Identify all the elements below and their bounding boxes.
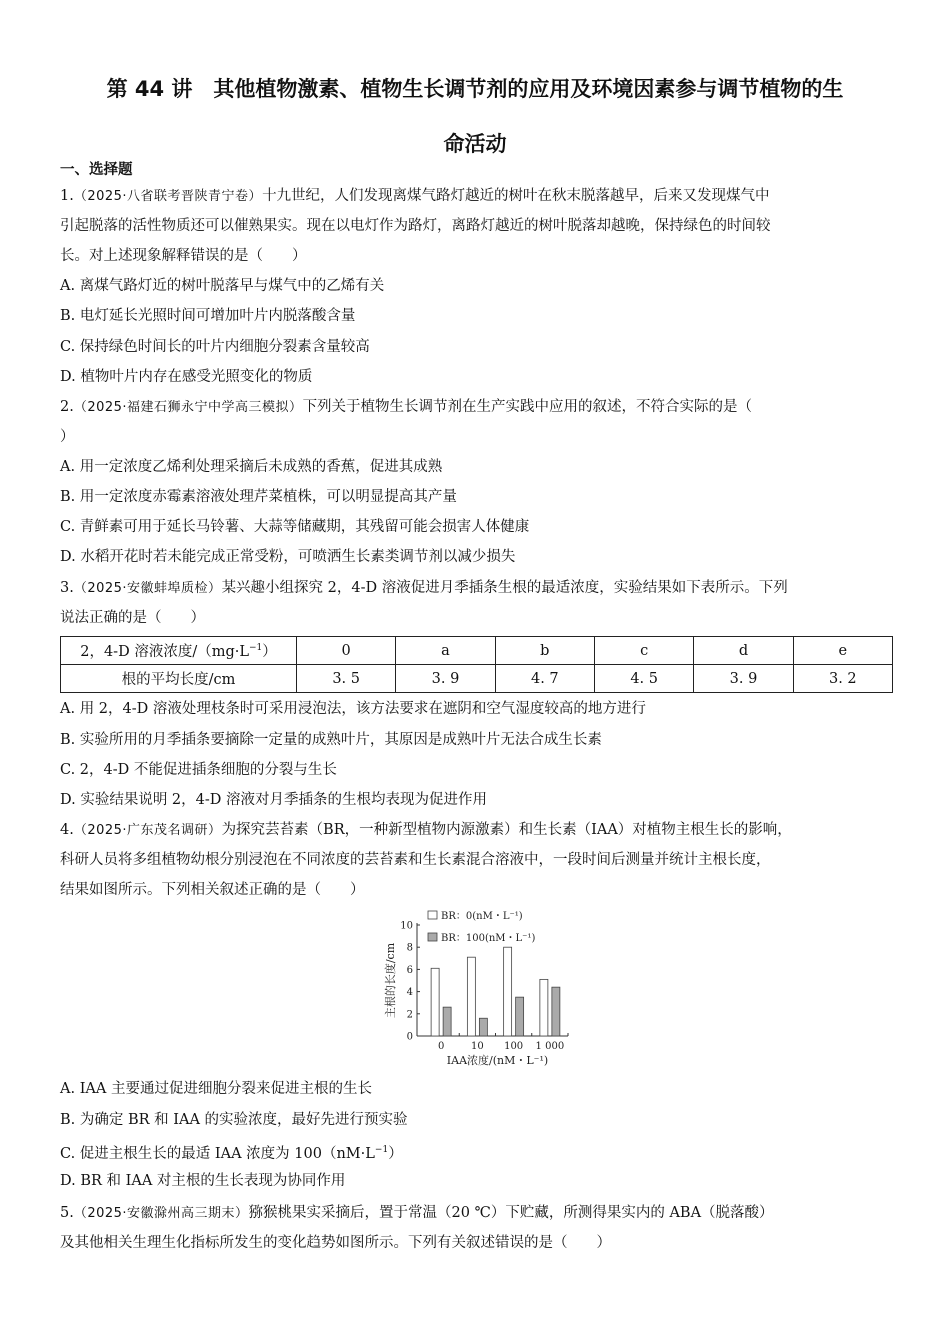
- bar-br100: [516, 997, 524, 1036]
- q2-option-a[interactable]: A. 用一定浓度乙烯利处理采摘后未成熟的香蕉，促进其成熟: [60, 459, 443, 475]
- q3-stem-text-1: 某兴趣小组探究 2，4-D 溶液促进月季插条生根的最适浓度，实验结果如下表所示。下列: [221, 580, 788, 596]
- page-title: [58, 62, 892, 172]
- bar-br0: [504, 947, 512, 1036]
- q1-option-d[interactable]: D. 植物叶片内存在感受光照变化的物质: [60, 369, 313, 385]
- table-cell: c: [594, 637, 693, 665]
- q2-option-c[interactable]: C. 青鲜素可用于延长马铃薯、大蒜等储藏期，其残留可能会损害人体健康: [60, 519, 530, 535]
- y-axis-label: 主根的长度/cm: [384, 942, 397, 1019]
- header-label-text: 2，4-D 溶液浓度/（mg·L: [80, 644, 249, 660]
- q1-option-b[interactable]: B. 电灯延长光照时间可增加叶片内脱落酸含量: [60, 308, 356, 324]
- x-tick-label: 100: [504, 1041, 524, 1052]
- q4-option-a[interactable]: A. IAA 主要通过促进细胞分裂来促进主根的生长: [60, 1081, 372, 1097]
- q3-stem-line-1: [60, 578, 788, 599]
- legend-swatch: [428, 933, 437, 941]
- q1-option-c[interactable]: C. 保持绿色时间长的叶片内细胞分裂素含量较高: [60, 339, 370, 355]
- table-cell: 0: [297, 637, 396, 665]
- q4-stem-text-1: 为探究芸苔素（BR，一种新型植物内源激素）和生长素（IAA）对植物主根生长的影响，: [221, 822, 792, 838]
- q1-source: （2025·八省联考晋陕青宁卷）: [73, 189, 263, 204]
- y-tick-label: 10: [400, 920, 413, 932]
- y-tick-label: 8: [406, 942, 413, 954]
- q3-option-c[interactable]: C. 2，4-D 不能促进插条细胞的分裂与生长: [60, 762, 337, 778]
- q4-option-c-sup: −1: [374, 1145, 389, 1155]
- table-cell: 4. 5: [594, 665, 693, 693]
- legend-swatch: [428, 911, 437, 919]
- x-tick-label: 1 000: [535, 1041, 565, 1052]
- q5-stem-text-1: 猕猴桃果实采摘后，置于常温（20 ℃）下贮藏，所测得果实内的 ABA（脱落酸）: [248, 1205, 774, 1221]
- q5-stem-line-2: 及其他相关生理生化指标所发生的变化趋势如图所示。下列有关叙述错误的是（ ）: [60, 1235, 611, 1251]
- bar-br100: [443, 1007, 451, 1036]
- q2-option-b[interactable]: B. 用一定浓度赤霉素溶液处理芹菜植株，可以明显提高其产量: [60, 489, 457, 505]
- section-heading: 一、选择题: [60, 162, 133, 178]
- y-tick-label: 6: [406, 964, 413, 976]
- y-tick-label: 4: [406, 987, 413, 999]
- q1-stem-line-2: 引起脱落的活性物质还可以催熟果实。现在以电灯作为路灯，离路灯越近的树叶脱落却越晚，保持绿色的时间较: [60, 218, 771, 234]
- q4-stem-line-2: 科研人员将多组植物幼根分别浸泡在不同浓度的芸苔素和生长素混合溶液中，一段时间后测量并统计主根长度，: [60, 852, 771, 868]
- q5-stem-line-1: [60, 1203, 774, 1224]
- table-header-label: [61, 637, 297, 665]
- bar-br0: [467, 957, 475, 1036]
- q3-option-b[interactable]: B. 实验所用的月季插条要摘除一定量的成熟叶片，其原因是成熟叶片无法合成生长素: [60, 732, 602, 748]
- x-axis-label: IAA浓度/(nM・L⁻¹): [446, 1054, 549, 1067]
- q1-stem-text-1: 十九世纪，人们发现离煤气路灯越近的树叶在秋末脱落越早，后来又发现煤气中: [262, 188, 770, 204]
- table-cell: d: [694, 637, 793, 665]
- q4-option-c-close: ）: [388, 1145, 403, 1162]
- q4-number: 4.: [60, 822, 74, 838]
- table-row: [61, 665, 893, 693]
- q3-source: （2025·安徽蚌埠质检）: [73, 581, 222, 596]
- table-row-label: 根的平均长度/cm: [61, 665, 297, 693]
- title-line-2: 命活动: [443, 132, 507, 156]
- q1-stem-line-1: [60, 186, 770, 207]
- table-cell: 3. 9: [694, 665, 793, 693]
- q2-stem-line-2: ）: [60, 429, 75, 445]
- q3-option-d[interactable]: D. 实验结果说明 2，4-D 溶液对月季插条的生根均表现为促进作用: [60, 792, 488, 808]
- table-row: [61, 637, 893, 665]
- q2-stem-line-1: [60, 397, 752, 418]
- q4-option-b[interactable]: B. 为确定 BR 和 IAA 的实验浓度，最好先进行预实验: [60, 1112, 408, 1128]
- q2-number: 2.: [60, 399, 74, 415]
- q4-option-c-text: C. 促进主根生长的最适 IAA 浓度为 100（nM·L: [60, 1145, 375, 1162]
- table-cell: 3. 5: [297, 665, 396, 693]
- q2-source: （2025·福建石狮永宁中学高三模拟）: [73, 400, 303, 415]
- q5-number: 5.: [60, 1205, 74, 1221]
- x-tick-label: 10: [471, 1041, 484, 1052]
- q5-source: （2025·安徽滁州高三期末）: [73, 1206, 249, 1221]
- header-label-sup: −1: [248, 643, 263, 654]
- root-length-chart: [370, 905, 570, 1075]
- legend-label: BR：0(nM・L⁻¹): [441, 911, 523, 922]
- bar-br0: [431, 968, 439, 1036]
- table-cell: a: [396, 637, 495, 665]
- q1-option-a[interactable]: A. 离煤气路灯近的树叶脱落早与煤气中的乙烯有关: [60, 278, 385, 294]
- legend-label: BR：100(nM・L⁻¹): [441, 933, 536, 944]
- q4-option-c[interactable]: [60, 1140, 403, 1164]
- q4-stem-line-3: 结果如图所示。下列相关叙述正确的是（ ）: [60, 882, 365, 898]
- table-cell: e: [793, 637, 892, 665]
- bar-br0: [540, 979, 548, 1036]
- title-line-1: 第 44 讲 其他植物激素、植物生长调节剂的应用及环境因素参与调节植物的生: [106, 77, 844, 101]
- q4-option-d[interactable]: D. BR 和 IAA 对主根的生长表现为协同作用: [60, 1173, 346, 1189]
- q3-stem-line-2: 说法正确的是（ ）: [60, 610, 205, 626]
- q2-stem-text-1: 下列关于植物生长调节剂在生产实践中应用的叙述，不符合实际的是（: [302, 399, 753, 415]
- table-cell: 3. 9: [396, 665, 495, 693]
- y-tick-label: 2: [406, 1009, 413, 1021]
- q4-source: （2025·广东茂名调研）: [73, 823, 222, 838]
- q3-data-table: [60, 636, 893, 693]
- table-cell: b: [495, 637, 594, 665]
- q3-option-a[interactable]: A. 用 2，4-D 溶液处理枝条时可采用浸泡法，该方法要求在遮阴和空气湿度较高的地方进行: [60, 701, 646, 717]
- bar-br100: [479, 1018, 487, 1036]
- q1-number: 1.: [60, 188, 74, 204]
- q2-option-d[interactable]: D. 水稻开花时若未能完成正常受粉，可喷洒生长素类调节剂以减少损失: [60, 549, 516, 565]
- q1-stem-line-3: 长。对上述现象解释错误的是（ ）: [60, 248, 307, 264]
- table-cell: 3. 2: [793, 665, 892, 693]
- x-tick-label: 0: [437, 1041, 445, 1052]
- q3-number: 3.: [60, 580, 74, 596]
- y-tick-label: 0: [406, 1031, 413, 1043]
- q4-stem-line-1: [60, 820, 792, 841]
- bar-br100: [552, 987, 560, 1036]
- table-cell: 4. 7: [495, 665, 594, 693]
- header-label-close: ）: [262, 644, 277, 660]
- chart-svg: [370, 905, 570, 1075]
